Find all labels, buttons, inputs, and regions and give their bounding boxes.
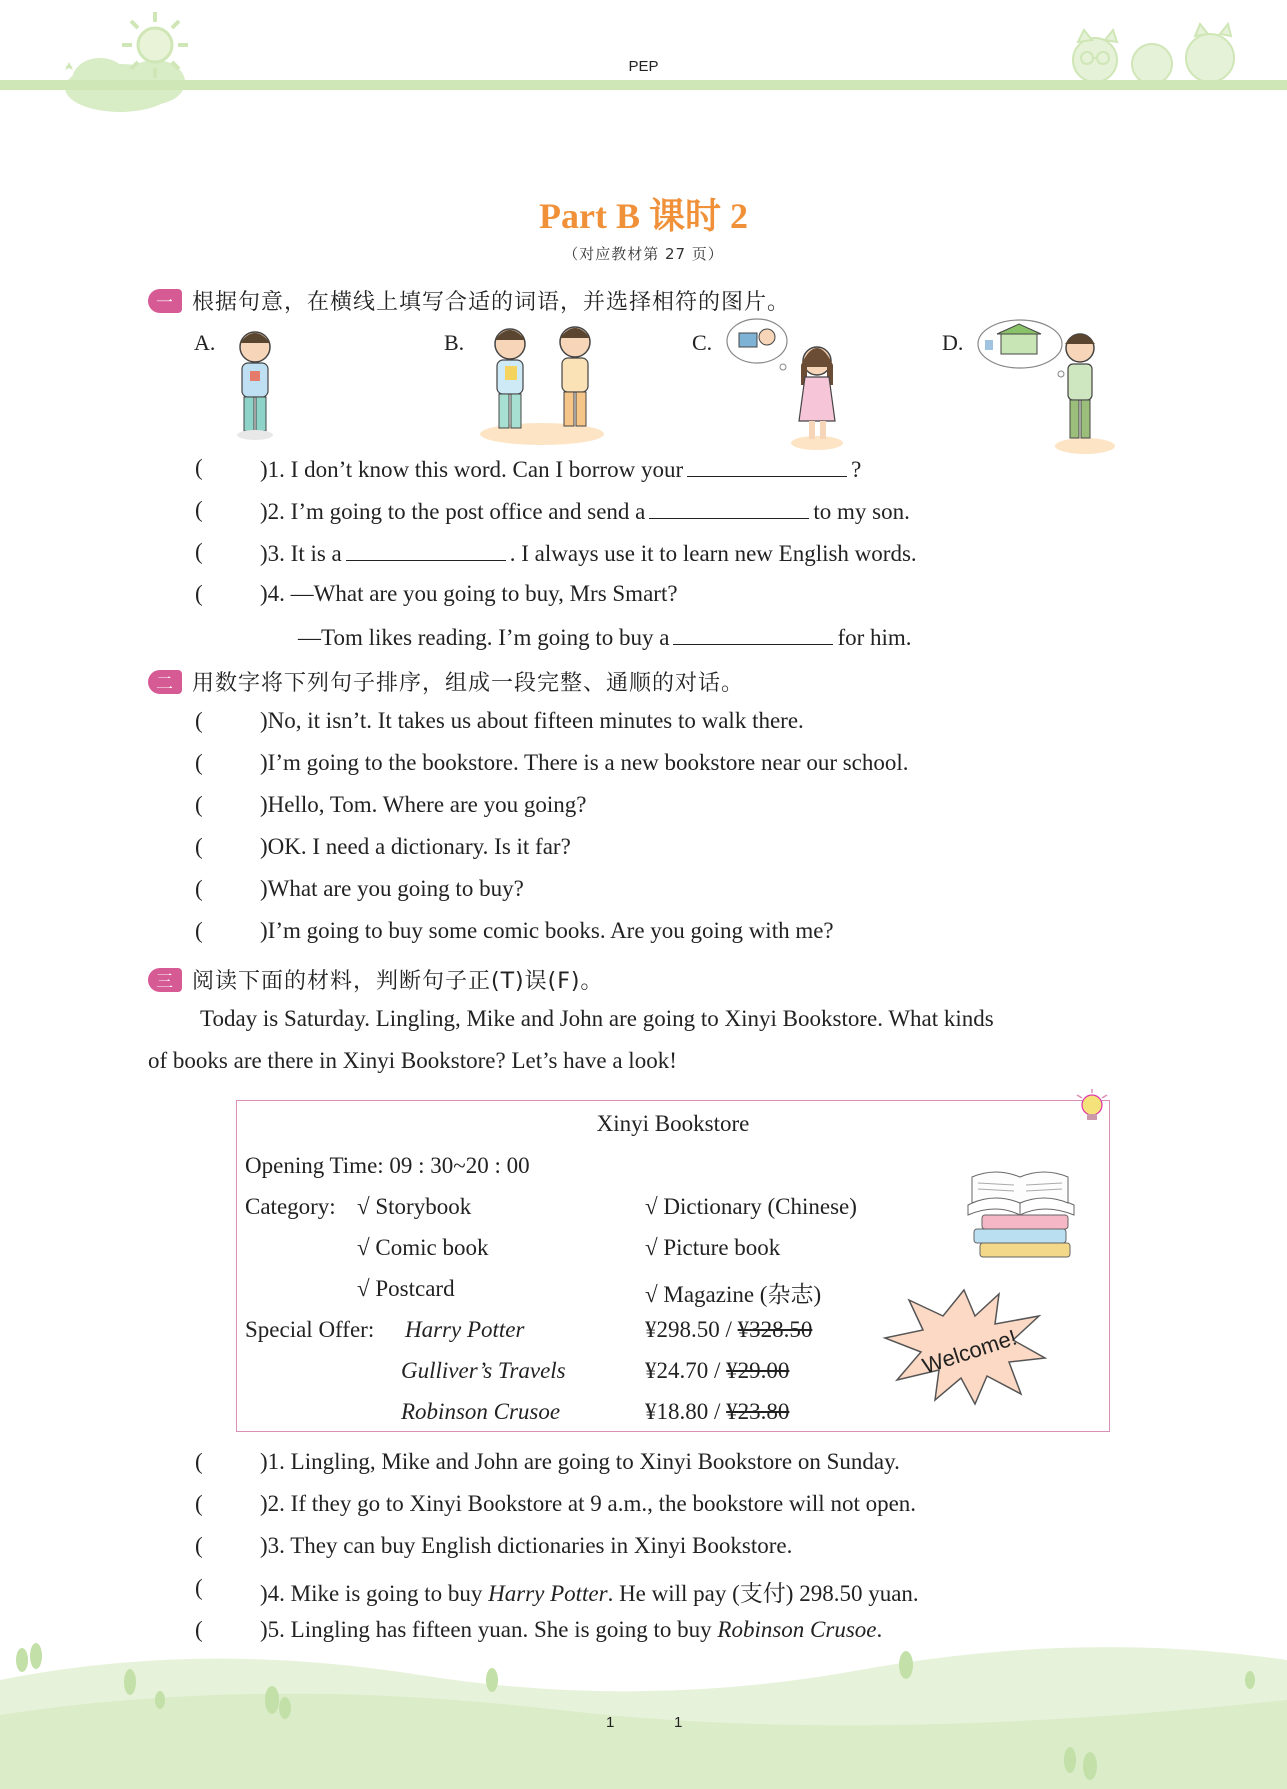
answer-paren: ( bbox=[195, 1575, 203, 1600]
section-2-heading bbox=[148, 666, 744, 697]
picture-b-two-boys-illustration bbox=[475, 322, 610, 447]
offer-price-1: ¥298.50 / ¥328.50 bbox=[645, 1317, 813, 1342]
title-block bbox=[0, 188, 1287, 264]
header-band bbox=[0, 80, 1287, 90]
s2-sentence-6: )I’m going to buy some comic books. Are you going with me? bbox=[260, 918, 834, 943]
lightbulb-icon bbox=[1075, 1089, 1109, 1129]
s1-question-4-line-2 bbox=[298, 623, 912, 651]
picture-a-boy-illustration bbox=[225, 325, 285, 445]
section-1-heading bbox=[148, 285, 790, 316]
s1-q4-blank[interactable] bbox=[673, 623, 833, 645]
option-b-label: B. bbox=[444, 330, 465, 355]
section-3-badge: 三 bbox=[148, 968, 182, 992]
bookstore-title: Xinyi Bookstore bbox=[596, 1111, 750, 1136]
s3-statement-4 bbox=[260, 1575, 919, 1608]
page-header bbox=[0, 0, 1287, 110]
offer-1-old-price: ¥328.50 bbox=[737, 1317, 813, 1342]
page-title: Part B 课时 2 bbox=[539, 196, 748, 236]
offer-2-new-price: ¥24.70 bbox=[645, 1358, 709, 1383]
s3-statement-3 bbox=[260, 1533, 792, 1559]
section-2-badge: 二 bbox=[148, 670, 182, 694]
s3-s5-book: Robinson Crusoe bbox=[717, 1617, 877, 1642]
page-number-right: 1 bbox=[674, 1714, 683, 1731]
special-offer-label: Special Offer: bbox=[245, 1317, 375, 1342]
s3-s5-text: )5. Lingling has fifteen yuan. She is going to buy bbox=[260, 1617, 718, 1642]
section-3-heading bbox=[148, 964, 603, 995]
option-a-label: A. bbox=[194, 330, 216, 355]
s3-s4-text: )4. Mike is going to buy bbox=[260, 1581, 489, 1606]
s3-s1-text: )1. Lingling, Mike and John are going to Xinyi Bookstore on Sunday. bbox=[260, 1449, 900, 1474]
answer-paren: ( bbox=[195, 708, 203, 733]
s1-q4-line2-tail: for him. bbox=[837, 625, 912, 650]
answer-paren: ( bbox=[195, 539, 203, 564]
answer-paren: ( bbox=[195, 1491, 203, 1516]
section-2-instruction: 用数字将下列句子排序，组成一段完整、通顺的对话。 bbox=[192, 671, 745, 696]
picture-d-man-illustration bbox=[975, 318, 1115, 458]
s3-s5-tail: . bbox=[876, 1617, 883, 1642]
offer-book-3: Robinson Crusoe bbox=[401, 1399, 561, 1424]
header-label: PEP bbox=[628, 58, 659, 75]
category-dictionary: √ Dictionary (Chinese) bbox=[645, 1194, 857, 1219]
animal-faces-icon bbox=[1060, 22, 1250, 87]
section-1-instruction: 根据句意，在横线上填写合适的词语，并选择相符的图片。 bbox=[192, 290, 791, 315]
passage-line-2: of books are there in Xinyi Bookstore? Let’s have a look! bbox=[148, 1048, 677, 1073]
book-stack-icon bbox=[962, 1161, 1082, 1271]
s1-q3-blank[interactable] bbox=[346, 539, 506, 561]
welcome-text: Welcome! bbox=[919, 1324, 1020, 1379]
answer-paren: ( bbox=[195, 581, 203, 606]
s1-question-4 bbox=[260, 581, 678, 607]
s3-statement-2 bbox=[260, 1491, 916, 1517]
answer-paren: ( bbox=[195, 1533, 203, 1558]
section-1-badge: 一 bbox=[148, 289, 182, 313]
category-picture-book: √ Picture book bbox=[645, 1235, 781, 1260]
offer-price-3: ¥18.80 / ¥23.80 bbox=[645, 1399, 790, 1424]
answer-paren: ( bbox=[195, 792, 203, 817]
opening-time: Opening Time: 09 : 30~20 : 00 bbox=[245, 1153, 530, 1178]
s3-s2-text: )2. If they go to Xinyi Bookstore at 9 a.m., the bookstore will not open. bbox=[260, 1491, 917, 1516]
category-comic-book: √ Comic book bbox=[357, 1235, 489, 1260]
s2-sentence-3: )Hello, Tom. Where are you going? bbox=[260, 792, 587, 817]
s1-q4-line2-text: —Tom likes reading. I’m going to buy a bbox=[298, 625, 670, 650]
s3-s3-text: )3. They can buy English dictionaries in Xinyi Bookstore. bbox=[260, 1533, 793, 1558]
s1-question-2 bbox=[260, 497, 910, 525]
offer-price-2: ¥24.70 / ¥29.00 bbox=[645, 1358, 790, 1383]
page-number-left: 1 bbox=[606, 1714, 615, 1731]
category-postcard: √ Postcard bbox=[357, 1276, 455, 1301]
s1-q3-tail: . I always use it to learn new English words. bbox=[509, 541, 917, 566]
page-subtitle: （对应教材第 27 页） bbox=[563, 245, 724, 263]
s2-sentence-5: )What are you going to buy? bbox=[260, 876, 524, 901]
s1-q2-blank[interactable] bbox=[649, 497, 809, 519]
s3-s4-book: Harry Potter bbox=[488, 1581, 608, 1606]
s1-q2-text: )2. I’m going to the post office and send a bbox=[260, 499, 646, 524]
s1-q1-tail: ? bbox=[851, 457, 862, 482]
offer-2-old-price: ¥29.00 bbox=[726, 1358, 790, 1383]
answer-paren: ( bbox=[195, 750, 203, 775]
option-c-label: C. bbox=[692, 330, 713, 355]
answer-paren: ( bbox=[195, 1449, 203, 1474]
offer-1-new-price: ¥298.50 bbox=[645, 1317, 720, 1342]
s2-sentence-2: )I’m going to the bookstore. There is a new bookstore near our school. bbox=[260, 750, 909, 775]
option-d-label: D. bbox=[942, 330, 964, 355]
offer-3-old-price: ¥23.80 bbox=[726, 1399, 790, 1424]
s1-q4-text: )4. —What are you going to buy, Mrs Smart? bbox=[260, 581, 678, 606]
section-3-instruction: 阅读下面的材料，判断句子正(T)误(F)。 bbox=[192, 969, 604, 994]
answer-paren: ( bbox=[195, 455, 203, 480]
category-storybook: √ Storybook bbox=[357, 1194, 472, 1219]
s2-sentence-4: )OK. I need a dictionary. Is it far? bbox=[260, 834, 571, 859]
bookstore-info-box bbox=[236, 1100, 1110, 1432]
category-label: Category: bbox=[245, 1194, 336, 1219]
offer-book-1: Harry Potter bbox=[405, 1317, 525, 1342]
answer-paren: ( bbox=[195, 918, 203, 943]
passage-line-1: Today is Saturday. Lingling, Mike and John are going to Xinyi Bookstore. What kinds bbox=[200, 1006, 994, 1031]
offer-3-new-price: ¥18.80 bbox=[645, 1399, 709, 1424]
s1-q1-blank[interactable] bbox=[687, 455, 847, 477]
answer-paren: ( bbox=[195, 1617, 203, 1642]
answer-paren: ( bbox=[195, 876, 203, 901]
s1-q2-tail: to my son. bbox=[813, 499, 910, 524]
footer-hills bbox=[0, 1620, 1287, 1789]
category-magazine: √ Magazine (杂志) bbox=[645, 1282, 822, 1307]
s1-q3-text: )3. It is a bbox=[260, 541, 342, 566]
answer-paren: ( bbox=[195, 834, 203, 859]
offer-book-2: Gulliver’s Travels bbox=[401, 1358, 566, 1383]
s3-s4-tail: . He will pay (支付) 298.50 yuan. bbox=[607, 1581, 919, 1606]
s1-question-3 bbox=[260, 539, 917, 567]
answer-paren: ( bbox=[195, 497, 203, 522]
s3-statement-1 bbox=[260, 1449, 900, 1475]
s2-sentence-1: )No, it isn’t. It takes us about fifteen minutes to walk there. bbox=[260, 708, 804, 733]
s1-q1-text: )1. I don’t know this word. Can I borrow your bbox=[260, 457, 684, 482]
picture-c-girl-illustration bbox=[725, 315, 855, 455]
s1-question-1 bbox=[260, 455, 861, 483]
